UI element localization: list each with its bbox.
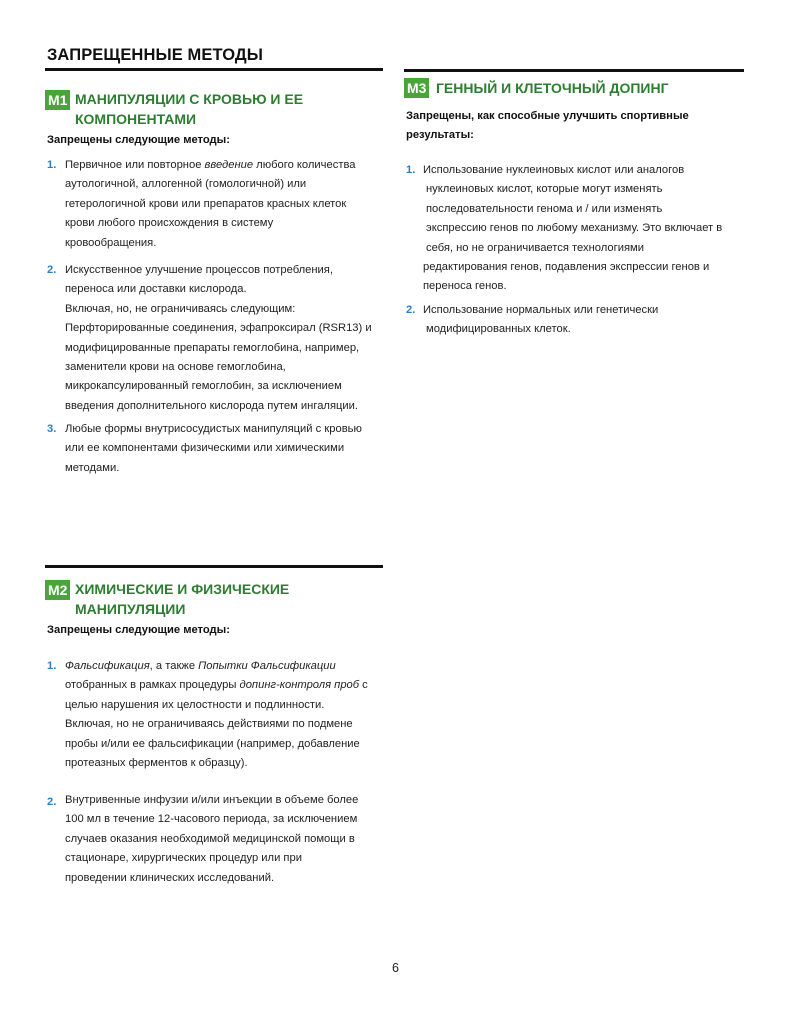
m2-item-1-line: протеазных ферментов к образцу).	[65, 757, 248, 770]
m1-item-2-line: Включая, но, не ограничиваясь следующим:	[65, 302, 296, 315]
m1-item-2-line: Искусственное улучшение процессов потребления,	[65, 264, 333, 276]
page-number: 6	[392, 961, 399, 975]
m1-item-2	[47, 261, 392, 421]
m3-item-1-line: переноса генов.	[423, 280, 507, 293]
m3-badge: M3	[404, 78, 429, 98]
m3-item-1-line: себя, но не ограничивается технологиями	[426, 241, 644, 254]
m1-item-3-number: 3.	[47, 423, 57, 435]
page-title: ЗАПРЕЩЕННЫЕ МЕТОДЫ	[47, 46, 264, 64]
m1-header	[45, 88, 390, 130]
m3-item-2-number: 2.	[406, 304, 416, 316]
m1-item-1-line: Первичное или повторное введение любого количества	[65, 159, 356, 171]
m1-title-line2: КОМПОНЕНТАМИ	[75, 111, 197, 127]
m1-badge: M1	[45, 90, 70, 110]
m3-item-2-line: модифицированных клеток.	[426, 323, 571, 336]
m2-title-line2: МАНИПУЛЯЦИИ	[75, 601, 186, 617]
m1-item-2-line: переноса или доставки кислорода.	[65, 283, 247, 296]
m1-item-2-line: модифицированные препараты гемоглобина, например,	[65, 341, 360, 354]
m1-item-2-line: Перфторированные соединения, эфапроксирал (RSR13) и	[65, 322, 372, 335]
m2-item-2-line: случаев оказания необходимой медицинской помощи в	[65, 832, 355, 845]
m3-item-1	[406, 161, 751, 296]
m1-item-1-line: кровообращения.	[65, 236, 157, 249]
m1-item-3	[47, 420, 387, 480]
m3-intro: Запрещены, как способные улучшить спортивные результаты:	[406, 110, 689, 141]
m2-item-1	[47, 657, 392, 777]
m1-item-1-number: 1.	[47, 159, 57, 171]
m2-item-1-line: отобранных в рамках процедуры допинг-контроля проб с	[65, 679, 368, 692]
m3-header	[404, 78, 749, 102]
m2-item-1-line: Включая, но не ограничиваясь действиями по подмене	[65, 718, 353, 731]
m2-item-2-line: проведении клинических исследований.	[65, 871, 275, 884]
m1-item-2-line: микрокапсулированный гемоглобин, за исключением	[65, 380, 342, 393]
m3-item-1-line: Использование нуклеиновых кислот или аналогов	[423, 164, 685, 176]
m2-rule	[45, 565, 383, 568]
m1-item-2-number: 2.	[47, 264, 57, 276]
m3-item-1-number: 1.	[406, 164, 416, 176]
m2-badge: M2	[45, 580, 70, 600]
m2-header	[45, 578, 390, 620]
m1-item-3-line: методами.	[65, 461, 120, 474]
m3-item-1-line: редактирования генов, подавления экспрессии генов и	[423, 261, 710, 274]
m1-intro: Запрещены следующие методы:	[47, 134, 230, 146]
m2-item-2-line: 100 мл в течение 12-часового периода, за исключением	[65, 813, 358, 826]
m3-item-1-line: последовательности генома и / или изменять	[426, 202, 663, 215]
m2-item-1-line: пробы и/или ее фальсификации (например, добавление	[65, 737, 360, 750]
m2-item-2-line: стационаре, хирургических процедур или при	[65, 852, 302, 865]
m2-item-1-line: Фальсификация, а также Попытки Фальсификации	[65, 660, 336, 672]
m3-item-1-line: экспрессию генов по любому механизму. Это включает в	[426, 222, 723, 235]
m1-item-1-line: аутологичной, аллогенной (гомологичной) или	[65, 178, 307, 191]
m2-item-1-number: 1.	[47, 660, 57, 672]
m3-rule	[404, 69, 744, 72]
m3-item-1-line: нуклеиновых кислот, которые могут изменять	[426, 183, 663, 196]
page-title-rule	[45, 68, 383, 71]
m2-item-2	[47, 791, 392, 891]
m1-item-3-line: или ее компонентами физическими или химическими	[65, 442, 345, 455]
m1-item-1-line: гетерологичной крови или препаратов красных клеток	[65, 197, 347, 210]
m1-item-2-line: заменители крови на основе гемоглобина,	[65, 361, 286, 374]
m2-intro: Запрещены следующие методы:	[47, 624, 230, 636]
m3-item-2-line: Использование нормальных или генетически	[423, 304, 659, 316]
m1-item-3-line: Любые формы внутрисосудистых манипуляций с кровью	[65, 423, 362, 435]
m1-item-1-line: крови любого происхождения в систему	[65, 217, 274, 230]
m1-item-2-line: введения дополнительного кислорода путем ингаляции.	[65, 399, 359, 412]
m3-title: ГЕННЫЙ И КЛЕТОЧНЫЙ ДОПИНГ	[436, 80, 669, 96]
m2-title-line1: ХИМИЧЕСКИЕ И ФИЗИЧЕСКИЕ	[75, 581, 290, 597]
m2-item-2-line: Внутривенные инфузии и/или инъекции в объеме более	[65, 794, 359, 806]
m2-item-1-line: целью нарушения их целостности и подлинности.	[65, 698, 325, 711]
m1-section	[45, 88, 390, 130]
m3-item-2	[406, 301, 751, 343]
m2-item-2-number: 2.	[47, 796, 57, 808]
m1-title-line1: МАНИПУЛЯЦИИ С КРОВЬЮ И ЕЕ	[75, 91, 304, 107]
m1-item-1	[47, 156, 387, 256]
